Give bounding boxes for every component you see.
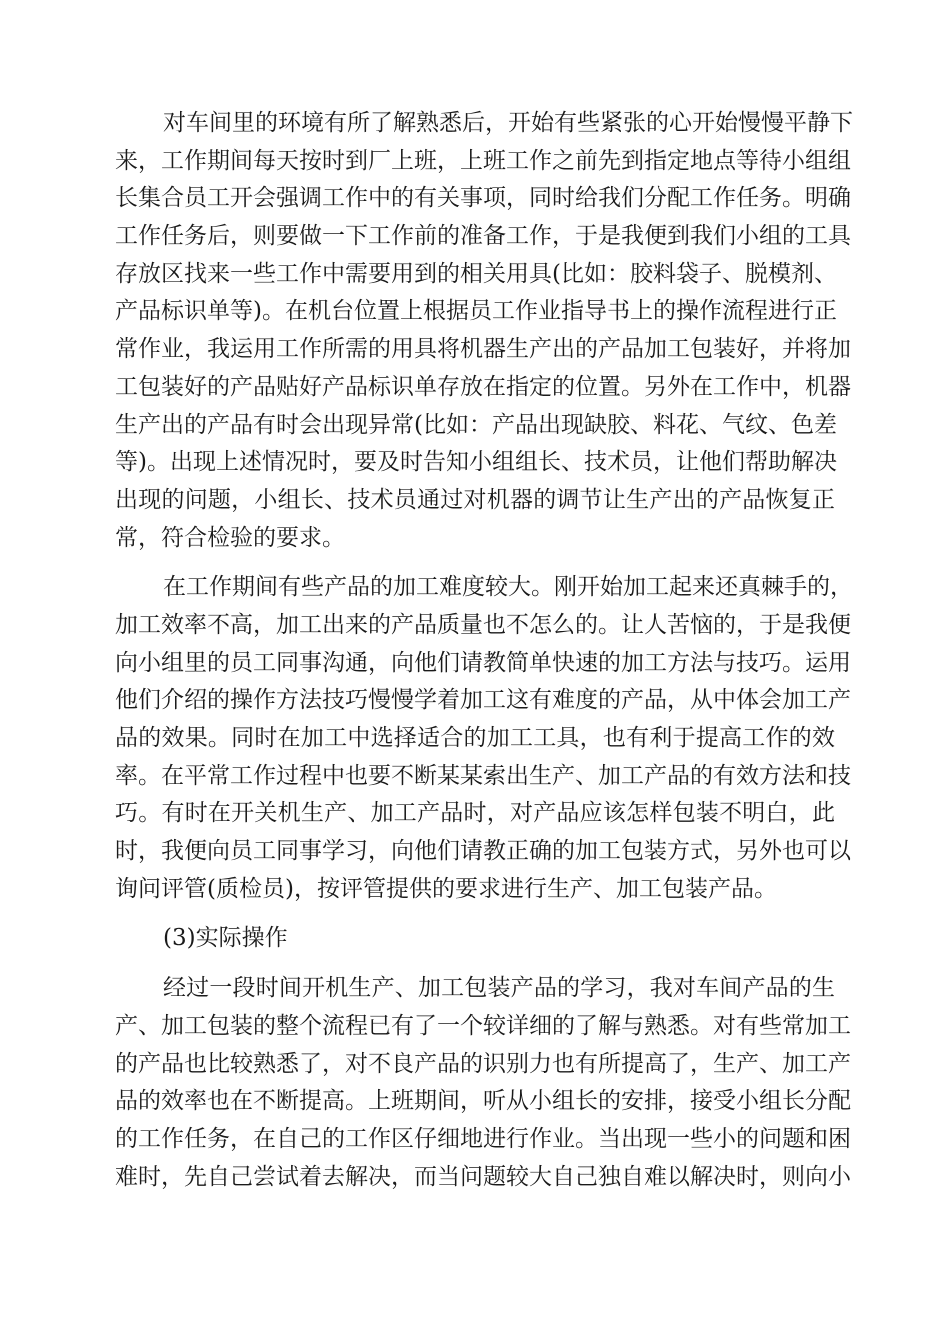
text-line: 难时，先自己尝试着去解决，而当问题较大自己独自难以解决时，则向小 <box>115 1163 851 1190</box>
text-line: 常作业，我运用工作所需的用具将机器生产出的产品加工包装好，并将加 <box>115 336 851 363</box>
text-line: 的工作任务，在自己的工作区仔细地进行作业。当出现一些小的问题和困 <box>115 1125 851 1152</box>
text-line: 率。在平常工作过程中也要不断某某索出生产、加工产品的有效方法和技 <box>115 762 851 789</box>
text-line: 时，我便向员工同事学习，向他们请教正确的加工包装方式，另外也可以 <box>115 838 851 865</box>
text-line: 品的效率也在不断提高。上班期间，听从小组长的安排，接受小组长分配 <box>115 1088 851 1115</box>
text-line: 的产品也比较熟悉了，对不良产品的识别力也有所提高了，生产、加工产 <box>115 1050 851 1077</box>
text-line: 工作任务后，则要做一下工作前的准备工作，于是我便到我们小组的工具 <box>115 223 851 250</box>
text-line: 出现的问题，小组长、技术员通过对机器的调节让生产出的产品恢复正 <box>115 486 835 513</box>
text-line: 产、加工包装的整个流程已有了一个较详细的了解与熟悉。对有些常加工 <box>115 1012 851 1039</box>
paragraph-processing-difficulty <box>115 569 853 908</box>
text-line: 生产出的产品有时会出现异常(比如：产品出现缺胶、料花、气纹、色差 <box>115 411 837 438</box>
section-heading <box>115 920 835 958</box>
text-line: 向小组里的员工同事沟通，向他们请教简单快速的加工方法与技巧。运用 <box>115 649 851 676</box>
text-line: 对车间里的环境有所了解熟悉后，开始有些紧张的心开始慢慢平静下 <box>163 110 853 136</box>
text-line: 询问评管(质检员)，按评管提供的要求进行生产、加工包装产品。 <box>115 875 777 902</box>
text-line: 来，工作期间每天按时到厂上班，上班工作之前先到指定地点等待小组组 <box>115 147 851 174</box>
text-line: 加工效率不高，加工出来的产品质量也不怎么的。让人苦恼的，于是我便 <box>115 611 851 638</box>
text-line: 常，符合检验的要求。 <box>115 524 345 551</box>
text-line: 长集合员工开会强调工作中的有关事项，同时给我们分配工作任务。明确 <box>115 185 851 212</box>
section-heading-text: (3)实际操作 <box>163 925 288 952</box>
text-line: 等)。出现上述情况时，要及时告知小组组长、技术员，让他们帮助解决 <box>115 449 837 476</box>
text-line: 品的效果。同时在加工中选择适合的加工工具，也有利于提高工作的效 <box>115 725 835 751</box>
paragraph-actual-operation <box>115 970 851 1196</box>
text-line: 在工作期间有些产品的加工难度较大。刚开始加工起来还真棘手的， <box>163 574 853 601</box>
text-line: 产品标识单等)。在机台位置上根据员工作业指导书上的操作流程进行正 <box>115 298 837 325</box>
paragraph-workshop-routine <box>115 105 853 557</box>
text-line: 巧。有时在开关机生产、加工产品时，对产品应该怎样包装不明白，此 <box>115 800 835 827</box>
text-line: 工包装好的产品贴好产品标识单存放在指定的位置。另外在工作中，机器 <box>115 373 851 400</box>
document-page <box>115 105 853 1196</box>
text-line: 经过一段时间开机生产、加工包装产品的学习，我对车间产品的生 <box>163 975 835 1002</box>
text-line: 存放区找来一些工作中需要用到的相关用具(比如：胶料袋子、脱模剂、 <box>115 260 837 287</box>
text-line: 他们介绍的操作方法技巧慢慢学着加工这有难度的产品，从中体会加工产 <box>115 687 851 714</box>
